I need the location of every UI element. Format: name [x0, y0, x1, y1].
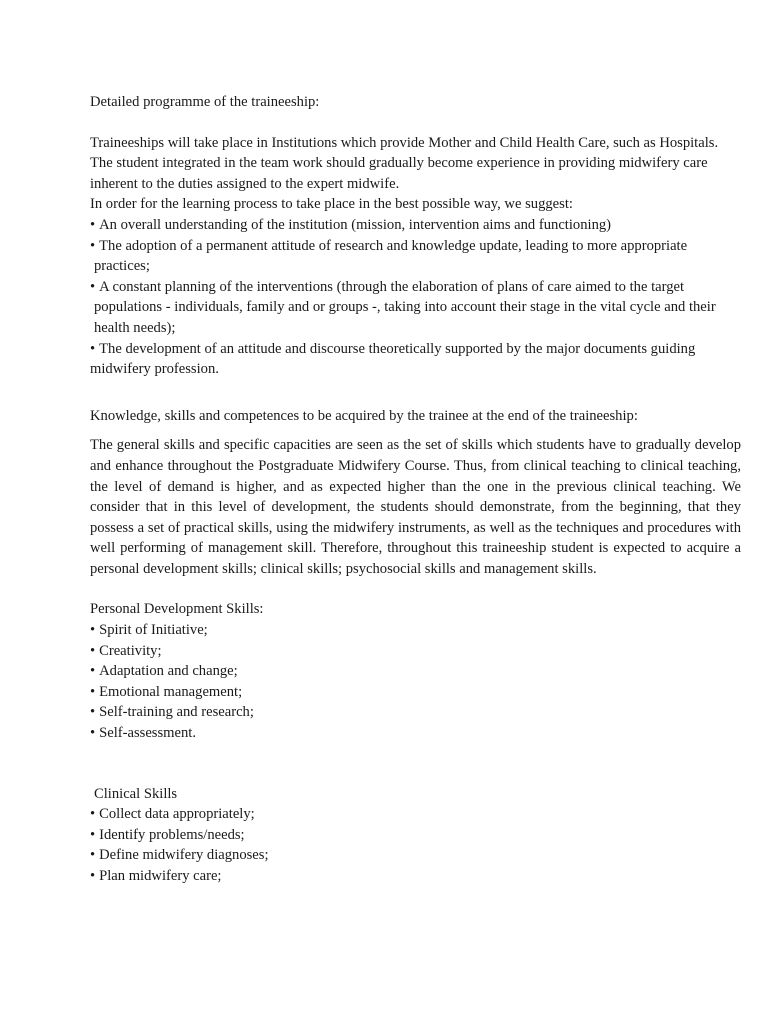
intro-line: inherent to the duties assigned to the expert midwife. — [90, 175, 400, 192]
competences-paragraph: The general skills and specific capacities are seen as the set of skills which students have to gradually develop and enhance throughout the Postgraduate Midwifery Course. Thus, from clinical teaching to clinical teaching, the level of demand is higher, and as expected higher than the one in the previous clinical teaching. We consider that in this level of development, the students should demonstrate, from the beginning, that they possess a set of practical skills, using the midwifery instruments, as well as the techniques and procedures with well performing of management skill. Therefore, throughout this traineeship student is expected to acquire a personal development skills; clinical skills; psychosocial skills and management skills. — [90, 437, 741, 577]
clinical-skills-list — [90, 804, 741, 886]
list-item — [90, 620, 741, 641]
intro-line: In order for the learning process to take place in the best possible way, we suggest: — [90, 196, 573, 213]
list-item — [90, 825, 741, 846]
bullet-text-continued: health needs); — [94, 319, 176, 336]
skill-text: Creativity; — [99, 642, 162, 659]
bullet-mark: • — [90, 725, 96, 742]
bullet-text: The development of an attitude and discourse theoretically supported by the major documents guiding — [99, 340, 696, 357]
list-item — [90, 277, 741, 339]
bullet-mark: • — [90, 847, 96, 864]
document-page — [90, 92, 741, 887]
list-item — [90, 661, 741, 682]
programme-intro — [90, 133, 741, 215]
bullet-text-continued: populations - individuals, family and or groups -, taking into account their stage in the vital cycle and their — [94, 299, 716, 316]
programme-bullet-list — [90, 215, 741, 380]
intro-line: The student integrated in the team work should gradually become experience in providing midwifery care — [90, 155, 708, 172]
skill-text: Plan midwifery care; — [99, 868, 222, 884]
skill-text: Spirit of Initiative; — [99, 622, 208, 639]
bullet-text: An overall understanding of the institution (mission, intervention aims and functioning) — [99, 216, 612, 233]
bullet-mark: • — [90, 237, 96, 254]
competences-heading: Knowledge, skills and competences to be acquired by the trainee at the end of the traineeship: — [90, 407, 638, 424]
list-item — [90, 804, 741, 825]
personal-development-list — [90, 620, 741, 744]
bullet-mark: • — [90, 663, 96, 680]
skill-text: Self-training and research; — [99, 704, 254, 721]
skill-text: Collect data appropriately; — [99, 806, 255, 823]
skill-text: Self-assessment. — [99, 725, 196, 742]
list-item — [90, 845, 741, 866]
clinical-skills-heading: Clinical Skills — [94, 785, 178, 802]
list-item — [90, 866, 741, 887]
intro-line: Traineeships will take place in Institutions which provide Mother and Child Health Care, such as Hospitals. — [90, 134, 719, 151]
list-item — [90, 215, 741, 236]
bullet-mark: • — [90, 642, 96, 659]
list-item — [90, 702, 741, 723]
programme-heading: Detailed programme of the traineeship: — [90, 94, 320, 110]
bullet-mark: • — [90, 683, 96, 700]
bullet-mark: • — [90, 806, 96, 823]
bullet-mark: • — [90, 826, 96, 843]
bullet-text: The adoption of a permanent attitude of research and knowledge update, leading to more appropriate — [99, 237, 688, 254]
skill-text: Define midwifery diagnoses; — [99, 847, 269, 864]
list-item — [90, 641, 741, 662]
bullet-mark: • — [90, 216, 96, 233]
skill-text: Emotional management; — [99, 683, 243, 700]
bullet-mark: • — [90, 622, 96, 639]
bullet-text: A constant planning of the interventions (through the elaboration of plans of care aimed to the target — [99, 278, 685, 295]
bullet-mark: • — [90, 704, 96, 721]
bullet-mark: • — [90, 868, 96, 884]
list-item — [90, 339, 741, 380]
list-item — [90, 723, 741, 744]
skill-text: Identify problems/needs; — [99, 826, 245, 843]
bullet-mark: • — [90, 278, 96, 295]
list-item — [90, 682, 741, 703]
bullet-text-continued: practices; — [94, 258, 150, 275]
bullet-text-continued: midwifery profession. — [90, 361, 219, 378]
bullet-mark: • — [90, 340, 96, 357]
skill-text: Adaptation and change; — [99, 663, 238, 680]
list-item — [90, 236, 741, 277]
personal-development-heading: Personal Development Skills: — [90, 601, 264, 618]
